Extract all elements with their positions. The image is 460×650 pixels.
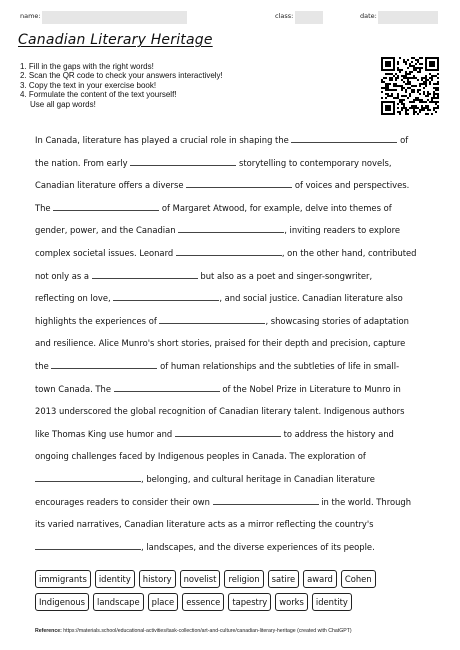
instruction-4: 4. Formulate the content of the text yourself! bbox=[20, 90, 177, 100]
text-segment: the nation. From early bbox=[35, 157, 131, 168]
word-chip[interactable]: religion bbox=[224, 570, 263, 588]
word-chip[interactable]: Cohen bbox=[341, 570, 376, 588]
text-segment: like Thomas King use humor and bbox=[35, 428, 175, 439]
text-line bbox=[35, 242, 425, 265]
gap-blank-14[interactable] bbox=[213, 496, 319, 505]
word-chip[interactable]: identity bbox=[312, 593, 352, 611]
text-segment: storytelling to contemporary novels, bbox=[236, 157, 392, 168]
text-line bbox=[35, 129, 425, 152]
gap-blank-7[interactable] bbox=[92, 270, 198, 279]
text-segment: Canadian literature offers a diverse bbox=[35, 180, 187, 191]
text-segment: encourages readers to consider their own bbox=[35, 496, 213, 507]
reference-text: https://materials.school/educational-activities/task-collection/art-and-culture/canadian-literary-heritage (created with ChatGPT) bbox=[61, 628, 352, 634]
text-segment: The bbox=[35, 202, 54, 213]
instruction-3: 3. Copy the text in your exercise book! bbox=[20, 80, 157, 90]
text-segment: In Canada, literature has played a crucial role in shaping the bbox=[35, 135, 292, 145]
word-chip[interactable]: immigrants bbox=[35, 570, 91, 588]
instructions-list bbox=[20, 62, 223, 109]
gap-blank-2[interactable] bbox=[130, 157, 236, 166]
text-segment: town Canada. The bbox=[35, 383, 114, 394]
instruction-2: 2. Scan the QR code to check your answers interactively! bbox=[20, 71, 223, 81]
gap-blank-4[interactable] bbox=[53, 202, 159, 211]
word-chip[interactable]: satire bbox=[268, 570, 300, 588]
text-segment: 2013 underscored the global recognition of Canadian literary talent. Indigenous authors bbox=[35, 406, 405, 417]
text-segment: of human relationships and the subtleties of life in small- bbox=[157, 360, 400, 371]
text-line bbox=[35, 378, 425, 401]
text-segment: reflecting on love, bbox=[35, 293, 114, 304]
gap-blank-15[interactable] bbox=[35, 541, 141, 550]
word-chip[interactable]: novelist bbox=[180, 570, 221, 588]
text-segment: complex societal issues. Leonard bbox=[35, 247, 176, 258]
gap-blank-12[interactable] bbox=[175, 428, 281, 437]
text-line bbox=[35, 513, 425, 536]
text-line bbox=[35, 332, 425, 355]
gap-blank-8[interactable] bbox=[113, 292, 219, 301]
class-field[interactable] bbox=[295, 11, 323, 24]
text-line bbox=[35, 423, 425, 446]
word-chip[interactable]: history bbox=[139, 570, 176, 588]
gap-blank-10[interactable] bbox=[51, 360, 157, 369]
text-segment: of Margaret Atwood, for example, delve into themes of bbox=[159, 202, 392, 213]
text-segment: but also as a poet and singer-songwriter, bbox=[197, 270, 373, 281]
text-line bbox=[35, 310, 425, 333]
text-line bbox=[35, 152, 425, 175]
word-bank bbox=[35, 570, 435, 616]
text-segment: , and social justice. Canadian literature also bbox=[219, 293, 403, 304]
text-segment: of the Nobel Prize in Literature to Munro in bbox=[219, 383, 401, 394]
text-segment: in the world. Through bbox=[318, 496, 412, 507]
word-chip[interactable]: landscape bbox=[93, 593, 144, 611]
gap-blank-3[interactable] bbox=[186, 179, 292, 188]
text-line bbox=[35, 468, 425, 491]
text-segment: its varied narratives, Canadian literature acts as a mirror reflecting the country's bbox=[35, 519, 374, 530]
word-chip[interactable]: Indigenous bbox=[35, 593, 89, 611]
gap-blank-13[interactable] bbox=[35, 473, 141, 482]
reference bbox=[35, 628, 352, 634]
text-line bbox=[35, 445, 425, 468]
text-segment: , belonging, and cultural heritage in Canadian literature bbox=[141, 473, 375, 484]
gap-blank-1[interactable] bbox=[291, 134, 397, 143]
worksheet-title: Canadian Literary Heritage bbox=[18, 32, 213, 48]
text-segment: , showcasing stories of adaptation bbox=[265, 315, 409, 326]
word-bank-row bbox=[35, 593, 435, 611]
gap-blank-11[interactable] bbox=[114, 383, 220, 392]
word-bank-row bbox=[35, 570, 435, 588]
word-chip[interactable]: works bbox=[275, 593, 308, 611]
text-segment: of voices and perspectives. bbox=[292, 180, 410, 191]
text-segment: gender, power, and the Canadian bbox=[35, 225, 179, 236]
gap-fill-text bbox=[35, 129, 425, 558]
word-chip[interactable]: tapestry bbox=[228, 593, 271, 611]
text-line bbox=[35, 355, 425, 378]
text-segment: , on the other hand, contributed bbox=[281, 247, 417, 258]
date-label: date: bbox=[360, 12, 377, 20]
text-segment: highlights the experiences of bbox=[35, 315, 160, 326]
text-line bbox=[35, 174, 425, 197]
name-label: name: bbox=[20, 12, 41, 20]
text-segment: and resilience. Alice Munro's short stories, praised for their depth and precision, capture bbox=[35, 338, 406, 349]
name-field[interactable] bbox=[42, 11, 187, 24]
text-line bbox=[35, 219, 425, 242]
text-segment: , inviting readers to explore bbox=[284, 225, 401, 236]
reference-label: Reference: bbox=[35, 628, 62, 634]
text-segment: of bbox=[397, 135, 409, 145]
instruction-1: 1. Fill in the gaps with the right words! bbox=[20, 62, 154, 71]
date-field[interactable] bbox=[378, 11, 438, 24]
text-line bbox=[35, 400, 425, 423]
text-line bbox=[35, 287, 425, 310]
text-line bbox=[35, 536, 425, 559]
text-segment: ongoing challenges faced by Indigenous peoples in Canada. The exploration of bbox=[35, 451, 366, 462]
text-segment: to address the history and bbox=[280, 428, 394, 439]
class-label: class: bbox=[275, 12, 294, 20]
gap-blank-5[interactable] bbox=[178, 224, 284, 233]
word-chip[interactable]: place bbox=[148, 593, 179, 611]
text-segment: not only as a bbox=[35, 270, 92, 281]
text-segment: , landscapes, and the diverse experiences of its people. bbox=[141, 541, 375, 552]
instruction-5: Use all gap words! bbox=[30, 99, 96, 109]
qr-code-icon[interactable] bbox=[381, 57, 439, 115]
text-line bbox=[35, 491, 425, 514]
text-line bbox=[35, 197, 425, 220]
word-chip[interactable]: identity bbox=[95, 570, 135, 588]
gap-blank-6[interactable] bbox=[176, 247, 282, 256]
word-chip[interactable]: essence bbox=[182, 593, 224, 611]
text-segment: the bbox=[35, 360, 52, 371]
word-chip[interactable]: award bbox=[303, 570, 337, 588]
text-line bbox=[35, 265, 425, 288]
gap-blank-9[interactable] bbox=[159, 315, 265, 324]
